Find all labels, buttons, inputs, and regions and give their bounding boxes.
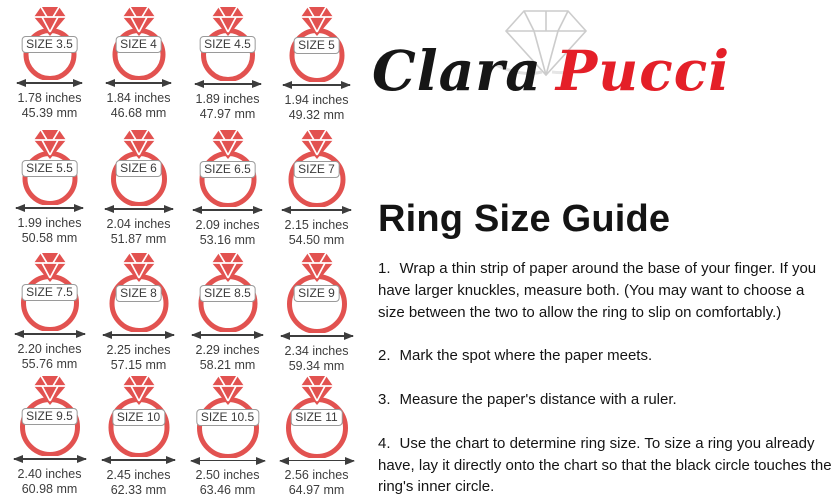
ring-illustration [96, 251, 182, 332]
ring-measurements [107, 217, 171, 246]
ring-diameter-mm: 53.16 mm [199, 232, 256, 247]
ring-cell [5, 128, 94, 251]
ring-illustration [274, 251, 360, 333]
ring-measurements [18, 216, 82, 245]
ring-diameter-inches: 2.56 inches [284, 468, 349, 483]
ring-measurements [196, 218, 260, 247]
ring-cell [5, 251, 94, 374]
diameter-arrow-icon [280, 460, 354, 461]
ring-diameter-inches: 2.40 inches [17, 467, 82, 482]
ring-cell [94, 5, 183, 128]
ring-cell [183, 374, 272, 497]
ring-diameter-mm: 58.21 mm [199, 357, 256, 372]
ring-cell [272, 128, 361, 251]
ring-illustration [7, 251, 93, 331]
ring-diameter-mm: 45.39 mm [21, 105, 78, 120]
ring-measurements [107, 468, 171, 497]
ring-diameter-inches: 1.89 inches [195, 92, 260, 107]
ring-illustration [96, 128, 182, 206]
brand-name [372, 38, 730, 103]
diameter-arrow-icon [282, 209, 351, 211]
instruction-step-1 [378, 258, 833, 323]
ring-measurements [285, 93, 349, 122]
ring-diameter-inches: 1.78 inches [17, 91, 82, 106]
ring-cell [94, 128, 183, 251]
ring-illustration [96, 374, 182, 457]
ring-diameter-mm: 55.76 mm [21, 356, 78, 371]
ring-diameter-inches: 2.25 inches [106, 343, 171, 358]
ring-diameter-inches: 1.99 inches [17, 216, 82, 231]
ring-illustration [185, 128, 271, 207]
ring-size-label: SIZE 4.5 [199, 36, 256, 53]
ring-size-label: SIZE 10 [112, 409, 165, 426]
diameter-arrow-icon [14, 458, 86, 460]
instruction-step-3 [378, 389, 833, 411]
ring-size-label: SIZE 7.5 [21, 284, 78, 301]
ring-diameter-inches: 2.04 inches [106, 217, 171, 232]
step-number: 1. [378, 260, 391, 277]
ring-size-label: SIZE 6 [115, 160, 162, 177]
ring-measurements [285, 218, 349, 247]
ring-illustration [274, 5, 360, 82]
instruction-step-4 [378, 433, 833, 498]
step-text: Wrap a thin strip of paper around the base of your finger. If you have larger knuckles, measure both. (You may want to choose a size between the two to allow the ring to slip on comfortably.) [378, 260, 817, 321]
ring-illustration [185, 5, 271, 81]
ring-diameter-mm: 46.68 mm [110, 105, 167, 120]
ring-measurements [196, 92, 260, 121]
ring-measurements [107, 91, 171, 120]
info-panel [372, 0, 833, 501]
ring-measurements [196, 343, 260, 372]
instructions-list [378, 258, 833, 498]
ring-cell [272, 374, 361, 497]
ring-measurements [196, 468, 260, 497]
ring-diameter-mm: 51.87 mm [110, 231, 167, 246]
ring-size-label: SIZE 5.5 [21, 160, 78, 177]
ring-diameter-mm: 59.34 mm [288, 358, 345, 373]
ring-measurements [285, 468, 349, 497]
ring-diameter-inches: 2.50 inches [195, 468, 260, 483]
ring-measurements [285, 344, 349, 373]
ring-size-label: SIZE 8.5 [199, 285, 256, 302]
ring-cell [94, 251, 183, 374]
brand-word-clara: Clara [372, 38, 542, 103]
ring-cell [183, 128, 272, 251]
ring-illustration [274, 128, 360, 207]
ring-measurements [18, 467, 82, 496]
ring-illustration [7, 5, 93, 80]
brand-word-pucci: Pucci [555, 38, 731, 103]
ring-diameter-mm: 60.98 mm [21, 481, 78, 496]
ring-diameter-inches: 1.84 inches [106, 91, 171, 106]
ring-diameter-inches: 2.29 inches [195, 343, 260, 358]
ring-size-label: SIZE 11 [290, 409, 342, 426]
brand-logo [372, 5, 833, 105]
ring-diameter-inches: 2.09 inches [195, 218, 260, 233]
ring-diameter-mm: 47.97 mm [199, 106, 256, 121]
step-text: Use the chart to determine ring size. To size a ring you already have, lay it directly onto the chart so that the black circle touches the ring's inner circle. [378, 434, 832, 496]
ring-cell [183, 251, 272, 374]
ring-measurements [107, 343, 171, 372]
diameter-arrow-icon [17, 82, 82, 84]
ring-illustration [185, 251, 271, 332]
ring-diameter-mm: 54.50 mm [288, 232, 345, 247]
diameter-arrow-icon [283, 84, 350, 86]
diameter-arrow-icon [105, 208, 173, 210]
diameter-arrow-icon [15, 333, 85, 335]
ring-size-label: SIZE 9.5 [21, 408, 78, 425]
diameter-arrow-icon [195, 83, 261, 85]
ring-cell [272, 251, 361, 374]
ring-cell [5, 5, 94, 128]
diameter-arrow-icon [103, 334, 174, 336]
diameter-arrow-icon [281, 335, 353, 337]
step-text: Measure the paper's distance with a ruler. [399, 391, 677, 408]
ring-diameter-mm: 50.58 mm [21, 230, 78, 245]
ring-measurements [18, 342, 82, 371]
ring-diameter-inches: 2.15 inches [284, 218, 349, 233]
ring-cell [272, 5, 361, 128]
instruction-step-2 [378, 345, 833, 367]
ring-diameter-inches: 1.94 inches [284, 93, 349, 108]
diameter-arrow-icon [191, 460, 265, 461]
ring-size-label: SIZE 8 [115, 285, 162, 302]
ring-cell [5, 374, 94, 497]
page-title: Ring Size Guide [378, 198, 671, 240]
diameter-arrow-icon [16, 207, 83, 209]
ring-cell [94, 374, 183, 497]
ring-size-label: SIZE 9 [293, 285, 340, 302]
diameter-arrow-icon [106, 82, 171, 84]
ring-illustration [7, 374, 93, 456]
ring-illustration [185, 374, 271, 458]
ring-illustration [96, 5, 182, 80]
ring-diameter-inches: 2.20 inches [17, 342, 82, 357]
ring-cell [183, 5, 272, 128]
ring-illustration [274, 374, 360, 458]
ring-illustration [7, 128, 93, 205]
ring-diameter-mm: 64.97 mm [288, 482, 345, 497]
diameter-arrow-icon [193, 209, 262, 211]
diameter-arrow-icon [102, 459, 175, 461]
ring-size-grid [5, 5, 365, 497]
step-number: 3. [378, 391, 391, 408]
ring-diameter-inches: 2.34 inches [284, 344, 349, 359]
ring-diameter-mm: 63.46 mm [199, 482, 256, 497]
ring-size-label: SIZE 7 [293, 161, 340, 178]
step-number: 2. [378, 347, 391, 365]
ring-size-label: SIZE 10.5 [196, 409, 259, 426]
ring-size-label: SIZE 4 [115, 36, 162, 53]
ring-size-label: SIZE 5 [293, 37, 340, 54]
ring-diameter-inches: 2.45 inches [106, 468, 171, 483]
step-number: 4. [378, 434, 391, 452]
ring-diameter-mm: 62.33 mm [110, 482, 167, 497]
step-text: Mark the spot where the paper meets. [399, 347, 653, 365]
ring-size-label: SIZE 3.5 [21, 36, 78, 53]
ring-diameter-mm: 57.15 mm [110, 357, 167, 372]
ring-measurements [18, 91, 82, 120]
ring-diameter-mm: 49.32 mm [288, 107, 345, 122]
ring-size-label: SIZE 6.5 [199, 161, 256, 178]
diameter-arrow-icon [192, 334, 263, 336]
